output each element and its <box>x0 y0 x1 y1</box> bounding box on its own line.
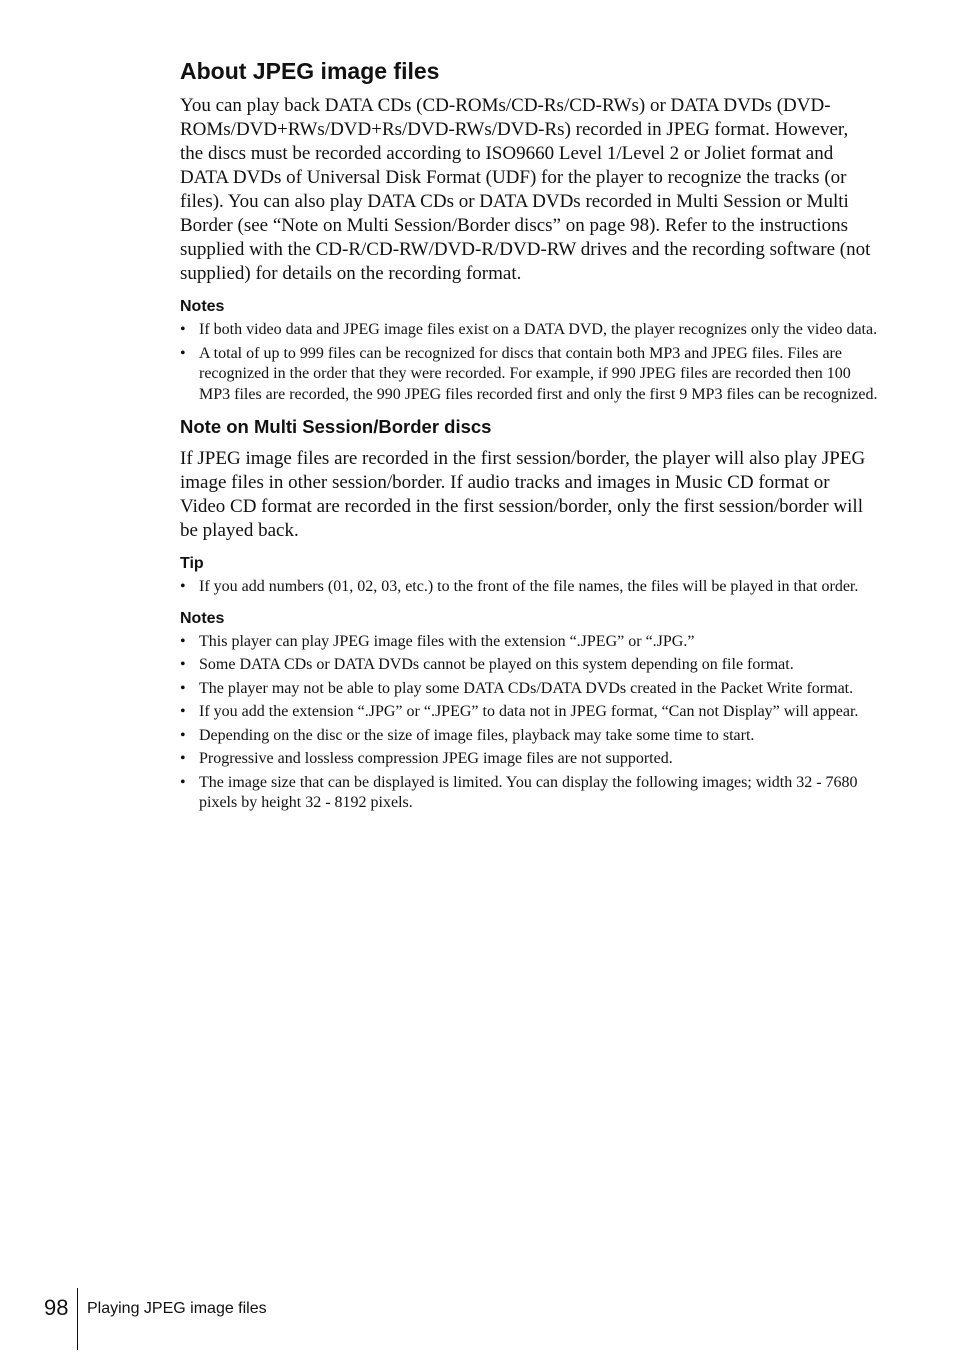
note-item: • The image size that can be displayed is limited. You can display the following images; width 32 - 7680 pixels by height 32 - 8192 pixels. <box>180 773 879 814</box>
footer-chapter-title: Playing JPEG image files <box>87 1300 267 1317</box>
notes-list <box>180 632 880 814</box>
tip-list <box>180 577 880 598</box>
multi-session-paragraph: If JPEG image files are recorded in the first session/border, the player will also play JPEG image files in other session/border. If audio tracks and images in Music CD format or Video CD format are recorded in the first session/border, only the first session/border will be played back. <box>180 448 866 541</box>
intro-paragraph: You can play back DATA CDs (CD-ROMs/CD-Rs/CD-RWs) or DATA DVDs (DVD-ROMs/DVD+RWs/DVD+Rs/DVD-RWs/DVD-Rs) recorded in JPEG format. However, the discs must be recorded according to ISO9660 Level 1/Level 2 or Joliet format and DATA DVDs of Universal Disk Format (UDF) for the player to recognize the tracks (or files). You can also play DATA CDs or DATA DVDs recorded in Multi Session or Multi Border (see “Note on Multi Session/Border discs” on page 98). Refer to the instructions supplied with the CD-R/CD-RW/DVD-R/DVD-RW drives and the recording software (not supplied) for details on the recording format. <box>180 95 871 284</box>
notes-label: Notes <box>180 298 225 315</box>
note-item: • This player can play JPEG image files with the extension “.JPEG” or “.JPG.” <box>180 632 879 653</box>
note-item: • Progressive and lossless compression JPEG image files are not supported. <box>180 749 879 770</box>
notes-list <box>180 320 880 405</box>
note-item: • Depending on the disc or the size of image files, playback may take some time to start. <box>180 726 879 747</box>
subsection-title: Note on Multi Session/Border discs <box>180 416 492 437</box>
note-item: • If both video data and JPEG image files exist on a DATA DVD, the player recognizes only the video data. <box>180 320 879 341</box>
page-number: 98 <box>44 1295 69 1320</box>
note-item: • Some DATA CDs or DATA DVDs cannot be played on this system depending on file format. <box>180 655 879 676</box>
note-item: • If you add the extension “.JPG” or “.JPEG” to data not in JPEG format, “Can not Display” will appear. <box>180 702 879 723</box>
page-content <box>180 56 880 824</box>
note-item: • The player may not be able to play some DATA CDs/DATA DVDs created in the Packet Write format. <box>180 679 879 700</box>
section-title: About JPEG image files <box>180 58 440 84</box>
notes-label: Notes <box>180 609 225 627</box>
footer-divider <box>77 1288 78 1350</box>
note-item: • A total of up to 999 files can be recognized for discs that contain both MP3 and JPEG files. Files are recognized in the order that they were recorded. For example, if 990 JPEG files are recorded then 100 MP3 files are recorded, the 990 JPEG files recorded first and only the first 9 MP3 files can be recognized. <box>180 344 879 406</box>
tip-item: • If you add numbers (01, 02, 03, etc.) to the front of the file names, the files will be played in that order. <box>180 577 879 598</box>
tip-label: Tip <box>180 555 204 572</box>
